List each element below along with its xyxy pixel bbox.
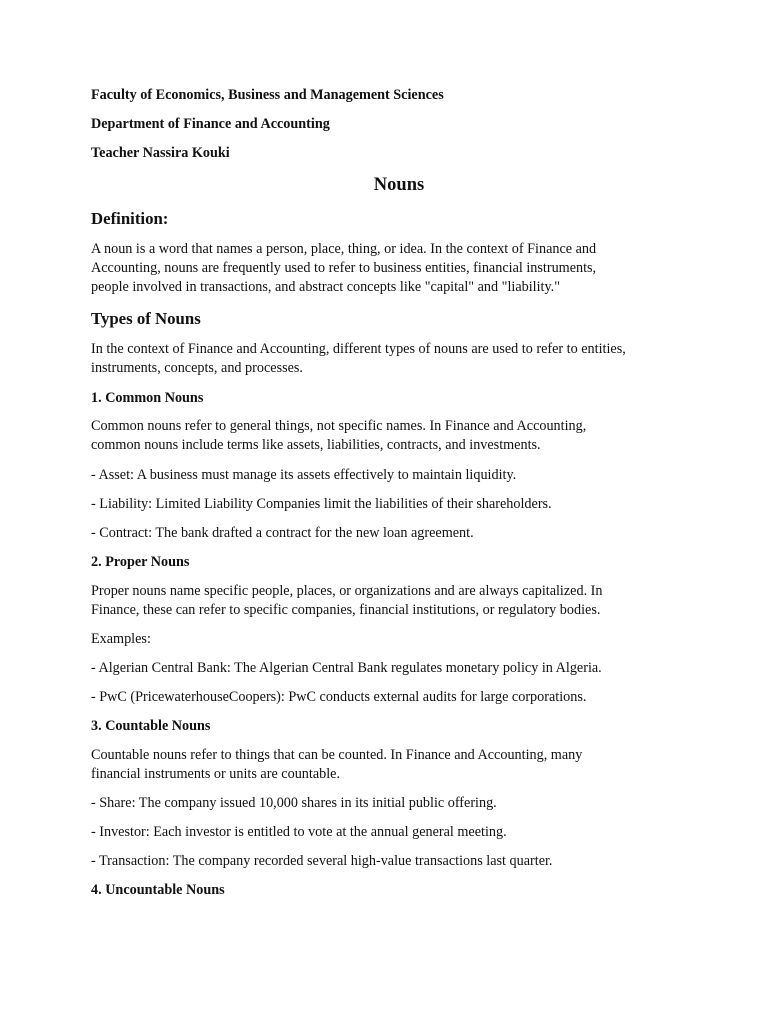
common-nouns-paragraph: [91, 417, 691, 455]
countable-example: - Share: The company issued 10,000 shares in its initial public offering.: [91, 795, 497, 811]
countable-nouns-paragraph: [91, 746, 691, 784]
proper-nouns-line: Proper nouns name specific people, places, or organizations and are always capitalized. In: [91, 583, 603, 599]
common-nouns-line: common nouns include terms like assets, liabilities, contracts, and investments.: [91, 437, 541, 454]
proper-example: - PwC (PricewaterhouseCoopers): PwC conducts external audits for large corporations.: [91, 689, 587, 705]
common-example: - Contract: The bank drafted a contract for the new loan agreement.: [91, 525, 474, 541]
types-intro-line: instruments, concepts, and processes.: [91, 360, 303, 377]
teacher-line: Teacher Nassira Kouki: [91, 145, 230, 161]
countable-nouns-heading: 3. Countable Nouns: [91, 718, 211, 734]
common-example: - Liability: Limited Liability Companies limit the liabilities of their shareholders.: [91, 496, 552, 512]
common-example: - Asset: A business must manage its assets effectively to maintain liquidity.: [91, 467, 517, 483]
countable-example: - Investor: Each investor is entitled to vote at the annual general meeting.: [91, 824, 507, 840]
proper-example: - Algerian Central Bank: The Algerian Central Bank regulates monetary policy in Algeria.: [91, 660, 602, 676]
page-title: Nouns: [373, 175, 425, 195]
definition-paragraph: [91, 240, 691, 298]
definition-line: people involved in transactions, and abstract concepts like "capital" and "liability.": [91, 279, 561, 296]
countable-nouns-line: Countable nouns refer to things that can be counted. In Finance and Accounting, many: [91, 747, 583, 763]
proper-nouns-line: Finance, these can refer to specific companies, financial institutions, or regulatory bodies.: [91, 602, 601, 619]
uncountable-nouns-heading: 4. Uncountable Nouns: [91, 882, 225, 898]
proper-nouns-paragraph: [91, 582, 691, 620]
proper-nouns-heading: 2. Proper Nouns: [91, 554, 190, 570]
types-heading: Types of Nouns: [91, 309, 201, 328]
definition-heading: Definition:: [91, 209, 169, 228]
examples-label: Examples:: [91, 631, 151, 647]
types-intro-paragraph: [91, 340, 691, 378]
types-intro-line: In the context of Finance and Accounting, different types of nouns are used to refer to entities,: [91, 341, 626, 357]
definition-line: A noun is a word that names a person, place, thing, or idea. In the context of Finance and: [91, 241, 597, 257]
common-nouns-heading: 1. Common Nouns: [91, 390, 204, 406]
countable-nouns-line: financial instruments or units are countable.: [91, 766, 340, 783]
countable-example: - Transaction: The company recorded several high-value transactions last quarter.: [91, 853, 553, 869]
faculty-line: Faculty of Economics, Business and Management Sciences: [91, 87, 444, 103]
department-line: Department of Finance and Accounting: [91, 116, 330, 132]
definition-line: Accounting, nouns are frequently used to refer to business entities, financial instruments,: [91, 260, 597, 277]
common-nouns-line: Common nouns refer to general things, not specific names. In Finance and Accounting,: [91, 418, 587, 434]
